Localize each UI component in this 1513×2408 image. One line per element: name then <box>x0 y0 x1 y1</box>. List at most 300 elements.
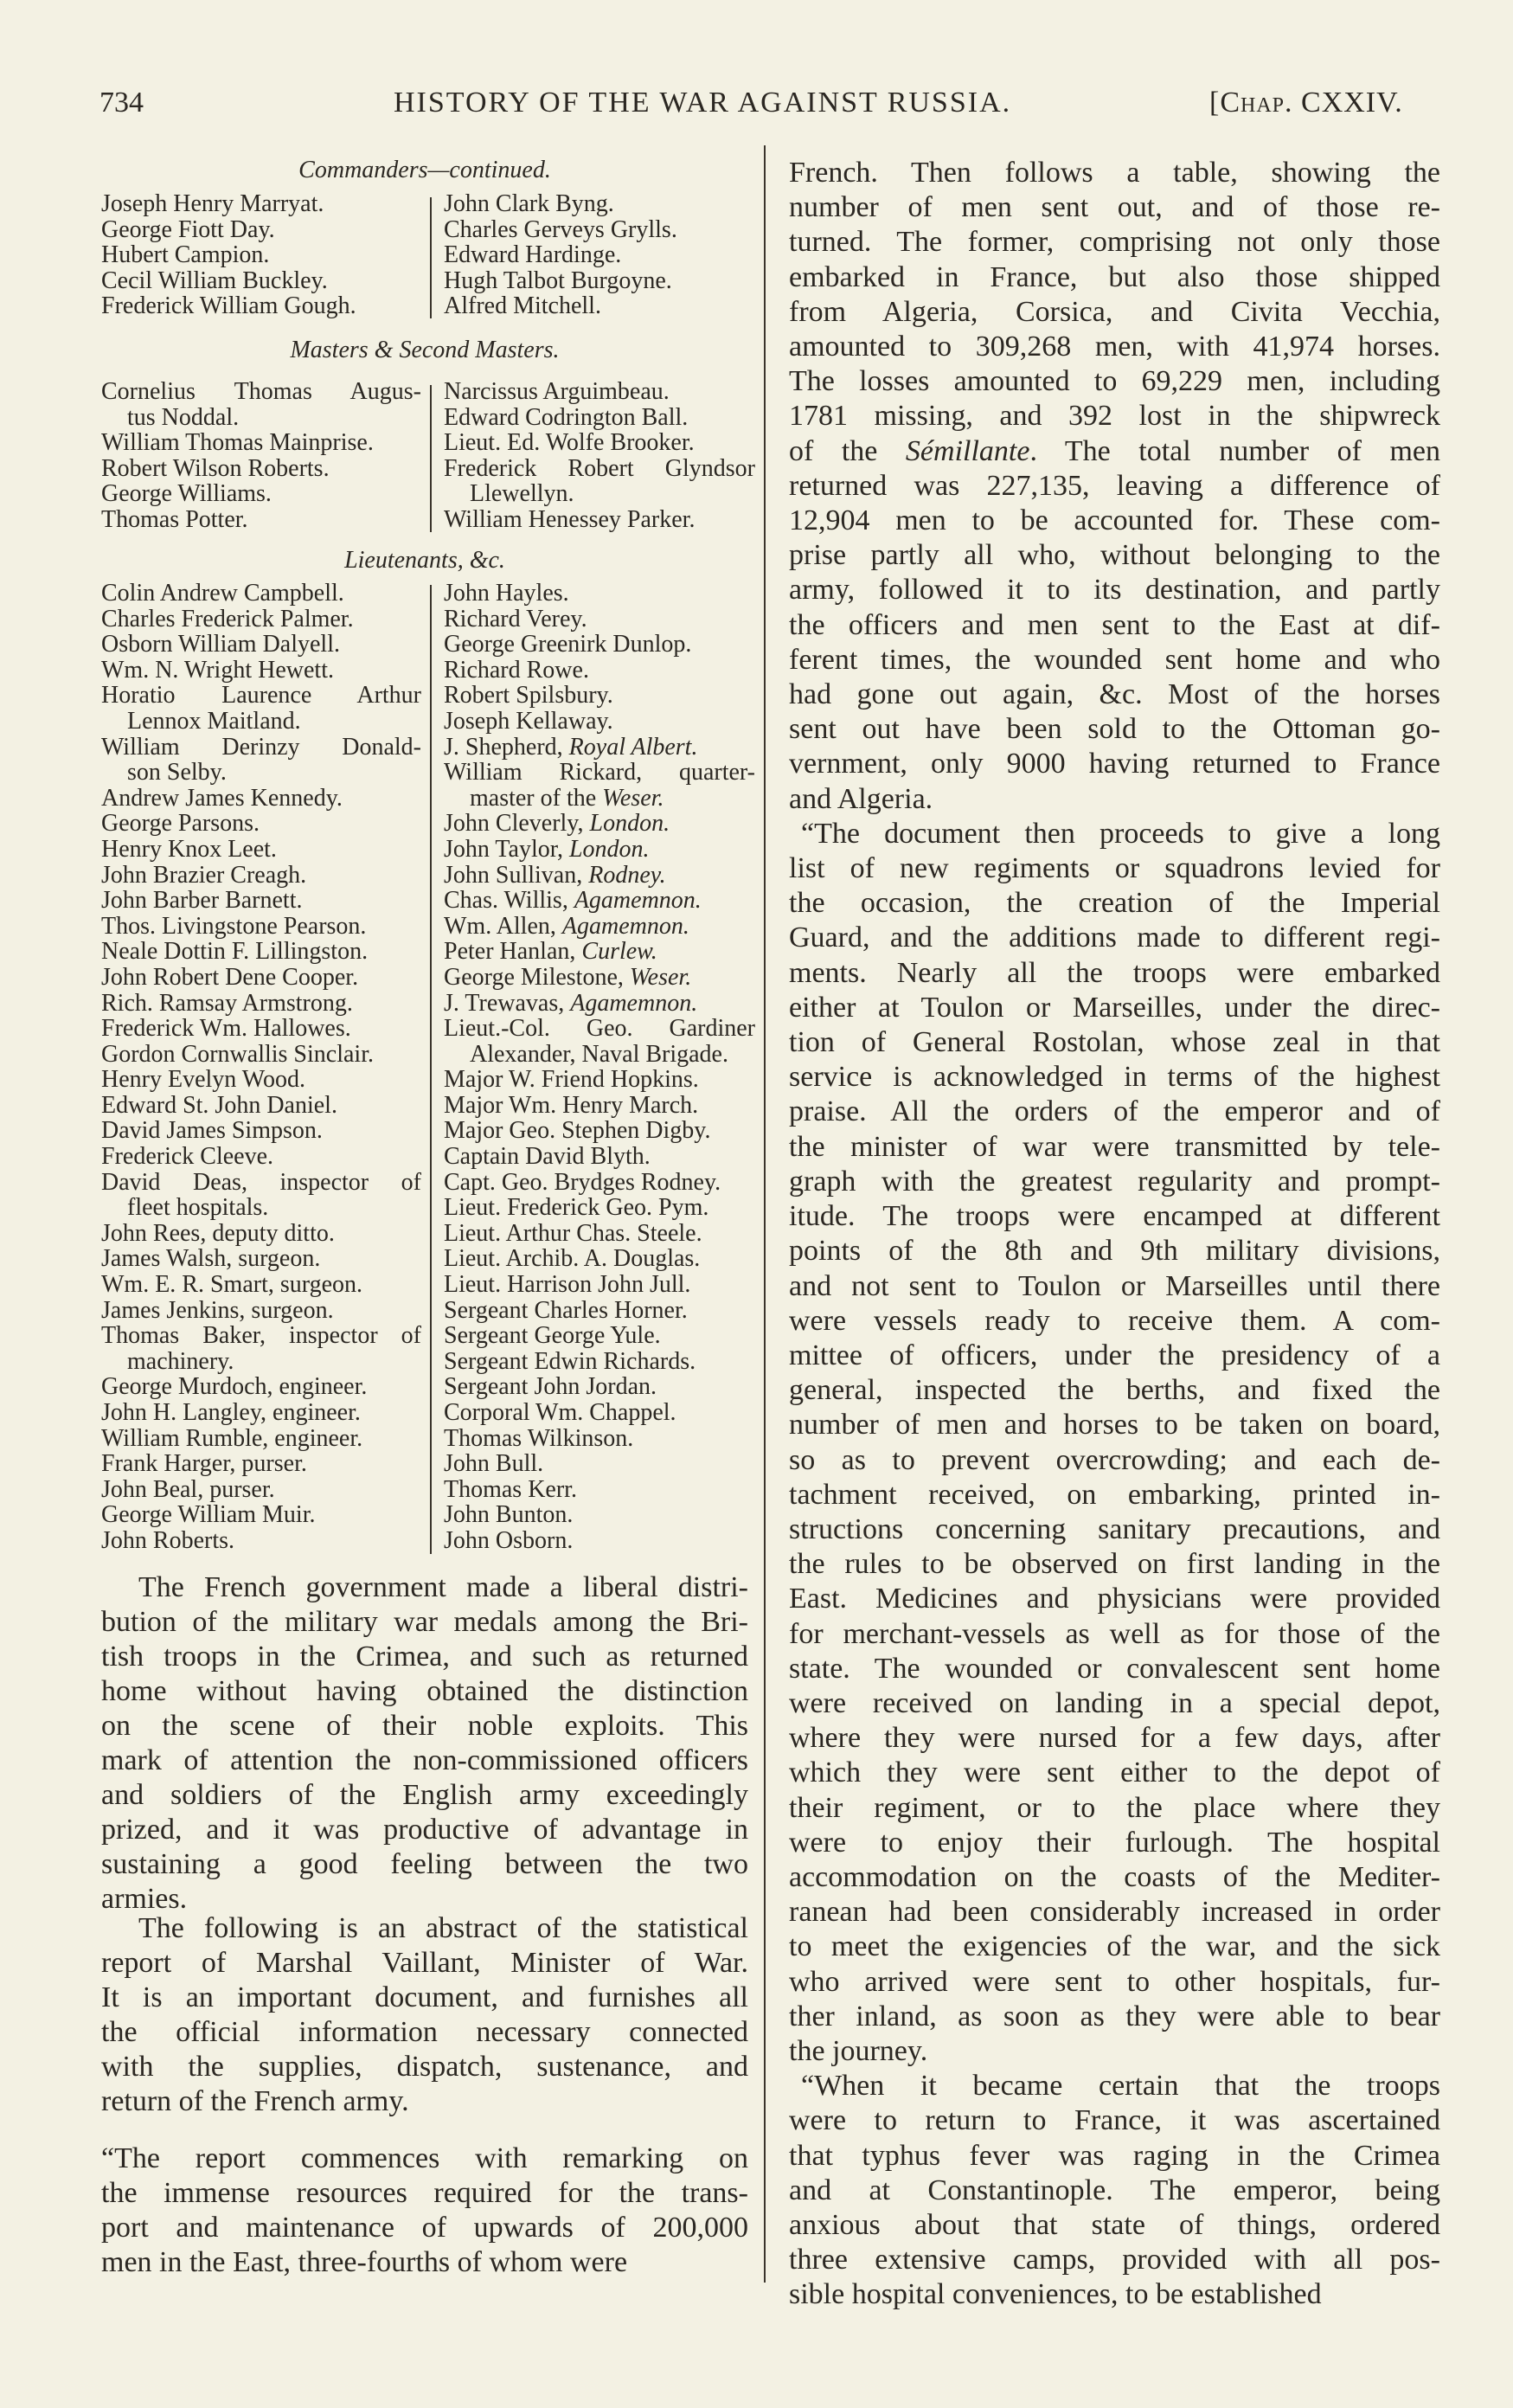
list-entry <box>101 379 421 430</box>
list-entry-line: Sergeant George Yule. <box>444 1322 661 1350</box>
list-entry-line: James Jenkins, surgeon. <box>101 1296 334 1324</box>
list-entry-line: David Deas, inspector of <box>101 1168 421 1196</box>
list-entry <box>444 1528 755 1554</box>
commanders-list-left <box>101 191 421 319</box>
list-entry <box>101 607 421 633</box>
list-entry <box>444 1118 755 1144</box>
running-title: HISTORY OF THE WAR AGAINST RUSSIA. <box>394 87 1012 119</box>
list-divider <box>430 385 432 532</box>
list-entry-line: James Walsh, surgeon. <box>101 1245 321 1273</box>
text-line: 12,904 men to be accounted for. These com- <box>789 504 1440 537</box>
list-entry <box>101 811 421 837</box>
list-entry-line: George Greenirk Dunlop. <box>444 631 692 658</box>
list-entry-line: Edward St. John Daniel. <box>101 1091 337 1119</box>
ship-name: Weser. <box>629 963 692 991</box>
list-entry-line: George Parsons. <box>101 810 260 838</box>
list-entry <box>101 268 421 294</box>
list-entry-continuation: Alexander, Naval Brigade. <box>470 1040 728 1068</box>
list-entry <box>444 632 755 658</box>
text-line <box>789 434 1440 469</box>
list-entry-line <box>444 914 755 940</box>
list-entry <box>444 1067 755 1093</box>
text-line: returned was 227,135, leaving a difference of <box>789 469 1440 502</box>
list-entry-line: Robert Wilson Roberts. <box>101 454 330 482</box>
list-entry <box>444 430 755 456</box>
text-line: which they were sent either to the depot of <box>789 1756 1440 1789</box>
text-line: either at Toulon or Marseilles, under the direc- <box>789 991 1440 1024</box>
list-entry <box>444 293 755 319</box>
list-entry-line: Charles Frederick Palmer. <box>101 605 354 633</box>
list-entry-line: Henry Evelyn Wood. <box>101 1066 305 1094</box>
list-entry <box>101 507 421 533</box>
paragraph <box>789 156 1440 817</box>
text-line: state. The wounded or convalescent sent home <box>789 1652 1440 1685</box>
list-entry-line: Alfred Mitchell. <box>444 292 601 320</box>
text-line: ments. Nearly all the troops were embarked <box>789 956 1440 989</box>
list-entry <box>101 1272 421 1298</box>
list-entry-line: Frederick Wm. Hallowes. <box>101 1015 351 1043</box>
text-line: ranean had been considerably increased in order <box>789 1896 1440 1929</box>
text-line: so as to prevent overcrowding; and each de- <box>789 1443 1440 1476</box>
list-entry <box>101 581 421 607</box>
list-entry-line: Lieut. Ed. Wolfe Brooker. <box>444 429 695 457</box>
list-entry-line: Sergeant Charles Horner. <box>444 1296 688 1324</box>
text-line: and at Constantinople. The emperor, being <box>789 2174 1440 2206</box>
list-entry <box>444 735 755 761</box>
list-entry-line: Cornelius Thomas Augus- <box>101 378 421 405</box>
text-segment: J. Shepherd, <box>444 733 569 761</box>
text-line: men in the East, three-fourths of whom were <box>101 2246 628 2278</box>
list-entry-line: Thomas Potter. <box>101 505 248 533</box>
list-entry <box>101 1477 421 1503</box>
text-line: The French government made a liberal distri- <box>138 1571 748 1603</box>
list-entry-line: Frederick Cleeve. <box>101 1143 274 1171</box>
list-entry-line: Captain David Blyth. <box>444 1143 651 1171</box>
text-line: were received on landing in a special depot, <box>789 1686 1440 1719</box>
list-entry <box>101 735 421 786</box>
list-entry-line: Charles Gerveys Grylls. <box>444 215 677 243</box>
list-entry-line: George Williams. <box>101 480 272 508</box>
list-entry-line: William Thomas Mainprise. <box>101 429 374 457</box>
list-entry-continuation: Lennox Maitland. <box>127 707 301 735</box>
list-entry-line: Hugh Talbot Burgoyne. <box>444 266 672 294</box>
text-line: and not sent to Toulon or Marseilles until there <box>789 1269 1440 1302</box>
text-line: with the supplies, dispatch, sustenance, and <box>101 2051 748 2083</box>
list-entry <box>444 837 755 863</box>
list-entry-line <box>444 735 755 761</box>
list-entry <box>444 1349 755 1375</box>
text-line: their regiment, or to the place where they <box>789 1791 1440 1824</box>
list-entry-line: John Rees, deputy ditto. <box>101 1219 335 1247</box>
list-entry-continuation: machinery. <box>127 1347 234 1375</box>
list-entry <box>444 217 755 243</box>
ship-name: Agamemnon. <box>574 887 702 915</box>
ship-name: London. <box>568 835 650 863</box>
list-entry-line: David James Simpson. <box>101 1117 323 1145</box>
list-entry-line: Wm. N. Wright Hewett. <box>101 656 334 684</box>
text-line: army, followed it to its destination, and partly <box>789 574 1440 607</box>
masters-list-left <box>101 379 421 533</box>
list-entry-line: Edward Codrington Ball. <box>444 403 689 431</box>
list-entry <box>444 242 755 268</box>
text-line: home without having obtained the distinction <box>101 1675 748 1707</box>
list-entry <box>444 1170 755 1196</box>
text-line: French. Then follows a table, showing the <box>789 157 1440 189</box>
list-entry <box>444 1323 755 1349</box>
list-entry <box>444 1502 755 1528</box>
list-entry-continuation: son Selby. <box>127 759 227 787</box>
list-entry-line: John H. Langley, engineer. <box>101 1399 361 1426</box>
list-entry <box>101 1067 421 1093</box>
text-line: ferent times, the wounded sent home and who <box>789 643 1440 676</box>
text-line: number of men and horses to be taken on board, <box>789 1409 1440 1442</box>
text-segment: John Sullivan, <box>444 861 589 889</box>
list-entry-line: John Roberts. <box>101 1526 234 1554</box>
list-entry-line: Thomas Baker, inspector of <box>101 1322 421 1350</box>
text-line: East. Medicines and physicians were provided <box>789 1583 1440 1615</box>
paragraph <box>789 2069 1440 2312</box>
list-entry-line: Colin Andrew Campbell. <box>101 580 344 607</box>
text-line: embarked in France, but also those shipped <box>789 260 1440 293</box>
chapter-label: [Chap. CXXIV. <box>1209 87 1403 119</box>
right-column-text <box>789 156 1440 2313</box>
list-entry <box>101 939 421 965</box>
list-entry <box>101 1298 421 1324</box>
text-line: the immense resources required for the trans- <box>101 2177 748 2209</box>
list-entry-line: William Derinzy Donald- <box>101 733 421 761</box>
text-segment: Chas. Willis, <box>444 887 574 915</box>
text-line: report of Marshal Vaillant, Minister of War. <box>101 1947 748 1979</box>
list-entry-line: Frederick William Gough. <box>101 292 356 320</box>
text-segment: master of the <box>470 784 603 812</box>
list-entry-line: Osborn William Dalyell. <box>101 631 340 658</box>
list-entry <box>101 1451 421 1477</box>
list-entry <box>101 863 421 889</box>
text-line: mittee of officers, under the presidency of a <box>789 1339 1440 1371</box>
text-line: 1781 missing, and 392 lost in the shipwreck <box>789 400 1440 433</box>
list-entry <box>444 1144 755 1170</box>
list-entry <box>101 1042 421 1068</box>
list-entry-line: Major Geo. Stephen Digby. <box>444 1117 711 1145</box>
section-heading-lieutenants: Lieutenants, &c. <box>344 547 505 574</box>
text-segment: John Cleverly, <box>444 810 590 838</box>
text-line: praise. All the orders of the emperor and of <box>789 1095 1440 1128</box>
list-entry <box>444 1451 755 1477</box>
text-line: sustaining a good feeling between the two <box>101 1848 748 1880</box>
list-entry-line: Richard Verey. <box>444 605 587 633</box>
list-entry <box>444 1195 755 1221</box>
list-entry <box>101 242 421 268</box>
text-line: were to enjoy their furlough. The hospital <box>789 1826 1440 1859</box>
text-line: The following is an abstract of the statistical <box>138 1912 748 1944</box>
list-entry <box>101 1016 421 1042</box>
list-entry-line <box>444 863 755 889</box>
list-entry <box>444 581 755 607</box>
ship-name: Agamemnon. <box>570 989 698 1017</box>
list-entry-line: Lieut.-Col. Geo. Gardiner <box>444 1015 755 1043</box>
list-entry-line: Cecil William Buckley. <box>101 266 328 294</box>
list-entry <box>444 1426 755 1452</box>
list-entry-line <box>444 811 755 837</box>
list-entry <box>101 1144 421 1170</box>
list-entry <box>444 709 755 735</box>
text-line: turned. The former, comprising not only those <box>789 226 1440 259</box>
list-entry-line: Major Wm. Henry March. <box>444 1091 699 1119</box>
list-entry-line: Henry Knox Leet. <box>101 835 277 863</box>
ship-name: Agamemnon. <box>561 912 689 940</box>
text-line: had gone out again, &c. Most of the horses <box>789 678 1440 711</box>
masters-list-right <box>444 379 755 533</box>
list-entry-line <box>444 837 755 863</box>
text-segment: John Taylor, <box>444 835 569 863</box>
list-entry-line: John Brazier Creagh. <box>101 861 307 889</box>
list-entry <box>444 1016 755 1067</box>
text-line: on the scene of their noble exploits. This <box>101 1710 748 1742</box>
list-entry <box>444 914 755 940</box>
list-entry-line: Gordon Cornwallis Sinclair. <box>101 1040 374 1068</box>
list-entry-line: Robert Spilsbury. <box>444 682 613 710</box>
list-entry-line <box>444 965 755 991</box>
text-line: Guard, and the additions made to different regi- <box>789 921 1440 954</box>
list-entry-line: Thomas Kerr. <box>444 1475 577 1503</box>
list-entry-line: Lieut. Harrison John Jull. <box>444 1271 691 1299</box>
list-entry-line: John Clark Byng. <box>444 190 614 217</box>
list-entry <box>101 632 421 658</box>
list-entry <box>101 1118 421 1144</box>
text-line: vernment, only 9000 having returned to France <box>789 748 1440 780</box>
text-line: ther inland, as soon as they were able to bear <box>789 2000 1440 2032</box>
text-line: points of the 8th and 9th military divisions, <box>789 1235 1440 1268</box>
text-line: where they were nursed for a few days, after <box>789 1722 1440 1755</box>
list-entry <box>101 481 421 507</box>
left-column-text <box>101 1570 748 2280</box>
list-entry-line: Frank Harger, purser. <box>101 1450 307 1478</box>
list-entry-line: Thomas Wilkinson. <box>444 1424 634 1452</box>
list-entry <box>101 991 421 1017</box>
list-entry <box>101 1323 421 1374</box>
list-entry <box>444 191 755 217</box>
list-entry <box>101 965 421 991</box>
text-line: that typhus fever was raging in the Crimea <box>789 2139 1440 2172</box>
list-entry-continuation <box>444 786 755 812</box>
list-entry <box>444 863 755 889</box>
text-segment: Peter Hanlan, <box>444 938 582 966</box>
list-entry-line: George William Muir. <box>101 1501 316 1529</box>
list-entry <box>444 888 755 914</box>
list-entry-line: Corporal Wm. Chappel. <box>444 1399 676 1426</box>
list-entry <box>444 1272 755 1298</box>
text-line: armies. <box>101 1883 188 1915</box>
list-entry <box>101 456 421 482</box>
list-entry <box>444 607 755 633</box>
column-divider <box>764 145 766 2283</box>
list-entry-line: Richard Rowe. <box>444 656 589 684</box>
list-entry-line: John Barber Barnett. <box>101 887 303 915</box>
list-entry <box>101 1170 421 1221</box>
text-segment: J. Trewavas, <box>444 989 571 1017</box>
list-entry <box>444 507 755 533</box>
list-entry <box>101 837 421 863</box>
list-entry <box>444 760 755 811</box>
list-entry-line <box>444 991 755 1017</box>
page-number: 734 <box>99 87 144 119</box>
list-entry-line: Horatio Laurence Arthur <box>101 682 421 710</box>
text-line: the minister of war were transmitted by tele- <box>789 1130 1440 1163</box>
list-entry <box>101 888 421 914</box>
list-entry-line: William Rumble, engineer. <box>101 1424 363 1452</box>
list-entry-line: Hubert Campion. <box>101 241 270 269</box>
text-line: tion of General Rostolan, whose zeal in that <box>789 1026 1440 1059</box>
list-entry-line: Andrew James Kennedy. <box>101 784 343 812</box>
text-line: graph with the greatest regularity and prompt- <box>789 1165 1440 1198</box>
list-entry-line: John Beal, purser. <box>101 1475 275 1503</box>
text-line: anxious about that state of things, ordered <box>789 2208 1440 2241</box>
list-entry-line: William Henessey Parker. <box>444 505 696 533</box>
text-segment: of the <box>789 434 906 467</box>
text-line: port and maintenance of upwards of 200,000 <box>101 2212 748 2244</box>
list-entry <box>444 939 755 965</box>
list-entry <box>444 1400 755 1426</box>
list-entry <box>101 1221 421 1247</box>
text-line: mark of attention the non-commissioned officers <box>101 1744 748 1776</box>
list-entry <box>101 914 421 940</box>
text-line: sent out have been sold to the Ottoman go- <box>789 713 1440 746</box>
text-line: prized, and it was productive of advantage in <box>101 1814 748 1846</box>
paragraph <box>101 1570 748 1917</box>
list-entry <box>444 965 755 991</box>
text-line: structions concerning sanitary precautions, and <box>789 1512 1440 1545</box>
text-line: list of new regiments or squadrons levied for <box>789 852 1440 885</box>
text-line: the occasion, the creation of the Imperial <box>789 887 1440 920</box>
text-line: tachment received, on embarking, printed in- <box>789 1478 1440 1511</box>
text-line: were to return to France, it was ascertained <box>789 2104 1440 2137</box>
text-line: “When it became certain that the troops <box>801 2070 1440 2103</box>
text-line: the official information necessary connected <box>101 2016 748 2048</box>
text-line: bution of the military war medals among the Bri- <box>101 1606 748 1638</box>
text-line: “The document then proceeds to give a long <box>801 817 1440 850</box>
list-entry <box>101 683 421 734</box>
list-entry <box>101 293 421 319</box>
list-divider <box>430 585 432 1554</box>
lieutenants-list-left <box>101 581 421 1554</box>
ship-name: Sémillante <box>905 434 1030 467</box>
list-entry <box>101 1093 421 1119</box>
text-line: three extensive camps, provided with all pos- <box>789 2244 1440 2276</box>
lieutenants-list-right <box>444 581 755 1554</box>
text-line: general, inspected the berths, and fixed the <box>789 1374 1440 1407</box>
list-entry <box>444 811 755 837</box>
list-entry-line: Sergeant John Jordan. <box>444 1373 657 1401</box>
text-line: sible hospital conveniences, to be established <box>789 2278 1322 2311</box>
list-entry-line: John Bull. <box>444 1450 544 1478</box>
list-entry-line: John Bunton. <box>444 1501 574 1529</box>
list-entry-line: Lieut. Archib. A. Douglas. <box>444 1245 701 1273</box>
list-entry <box>101 1246 421 1272</box>
paragraph <box>101 2142 748 2280</box>
text-line: It is an important document, and furnishes all <box>101 1981 748 2013</box>
text-line: service is acknowledged in terms of the highest <box>789 1061 1440 1094</box>
list-entry-line: Lieut. Arthur Chas. Steele. <box>444 1219 702 1247</box>
list-entry <box>101 430 421 456</box>
text-line: who arrived were sent to other hospitals, fur- <box>789 1965 1440 1998</box>
list-entry <box>101 1528 421 1554</box>
list-entry <box>101 1400 421 1426</box>
list-divider <box>430 197 432 318</box>
list-entry-line: William Rickard, quarter- <box>444 759 755 787</box>
list-entry-line: Lieut. Frederick Geo. Pym. <box>444 1194 709 1222</box>
list-entry <box>444 1093 755 1119</box>
text-line: “The report commences with remarking on <box>101 2142 748 2174</box>
list-entry <box>444 658 755 684</box>
list-entry-line: John Hayles. <box>444 580 569 607</box>
list-entry-line: Narcissus Arguimbeau. <box>444 378 670 405</box>
list-entry <box>444 379 755 405</box>
text-line: accommodation on the coasts of the Mediter- <box>789 1860 1440 1893</box>
list-entry-line: George Fiott Day. <box>101 215 275 243</box>
ship-name: Rodney. <box>588 861 666 889</box>
text-line: to meet the exigencies of the war, and the sick <box>789 1930 1440 1963</box>
list-entry <box>101 1426 421 1452</box>
list-entry <box>101 786 421 812</box>
list-entry <box>444 683 755 709</box>
text-line: number of men sent out, and of those re- <box>789 191 1440 224</box>
list-entry-line: Capt. Geo. Brydges Rodney. <box>444 1168 721 1196</box>
list-entry-continuation: Llewellyn. <box>470 480 574 508</box>
paragraph <box>101 1911 748 2119</box>
section-heading-masters: Masters & Second Masters. <box>290 337 560 363</box>
text-line: tish troops in the Crimea, and such as returned <box>101 1641 748 1673</box>
list-entry-line <box>444 939 755 965</box>
list-entry-line: Edward Hardinge. <box>444 241 622 269</box>
text-line: from Algeria, Corsica, and Civita Vecchia, <box>789 295 1440 328</box>
list-entry <box>101 217 421 243</box>
list-entry <box>444 268 755 294</box>
text-line: for merchant-vessels as well as for those of the <box>789 1617 1440 1650</box>
list-entry-line <box>444 888 755 914</box>
text-line: were vessels ready to receive them. A com- <box>789 1304 1440 1337</box>
list-entry-line: Sergeant Edwin Richards. <box>444 1347 696 1375</box>
text-line: the rules to be observed on first landing in the <box>789 1548 1440 1581</box>
list-entry <box>444 1298 755 1324</box>
list-entry <box>444 1246 755 1272</box>
paragraph <box>789 817 1440 2069</box>
list-entry-line: Major W. Friend Hopkins. <box>444 1066 699 1094</box>
text-segment: . The total number of men <box>1029 434 1440 467</box>
list-entry <box>444 1221 755 1247</box>
list-entry <box>444 1477 755 1503</box>
list-entry-continuation: tus Noddal. <box>127 403 240 431</box>
list-entry <box>101 1502 421 1528</box>
ship-name: Curlew. <box>581 938 657 966</box>
list-entry-line: Joseph Kellaway. <box>444 707 613 735</box>
text-line: prise partly all who, without belonging to the <box>789 539 1440 572</box>
text-line: and Algeria. <box>789 782 933 815</box>
ship-name: London. <box>589 810 670 838</box>
text-line: and soldiers of the English army exceedingly <box>101 1779 748 1811</box>
list-entry <box>444 991 755 1017</box>
ship-name: Royal Albert. <box>568 733 698 761</box>
list-entry-line: Wm. E. R. Smart, surgeon. <box>101 1271 363 1299</box>
list-entry-line: Joseph Henry Marryat. <box>101 190 324 217</box>
list-entry-continuation: fleet hospitals. <box>127 1194 269 1222</box>
commanders-list-right <box>444 191 755 319</box>
text-line: return of the French army. <box>101 2085 409 2117</box>
text-segment: George Milestone, <box>444 963 630 991</box>
list-entry-line: John Robert Dene Cooper. <box>101 963 359 991</box>
text-line: amounted to 309,268 men, with 41,974 horses. <box>789 331 1440 363</box>
text-line: the journey. <box>789 2034 928 2067</box>
section-heading-commanders: Commanders—continued. <box>298 157 551 183</box>
